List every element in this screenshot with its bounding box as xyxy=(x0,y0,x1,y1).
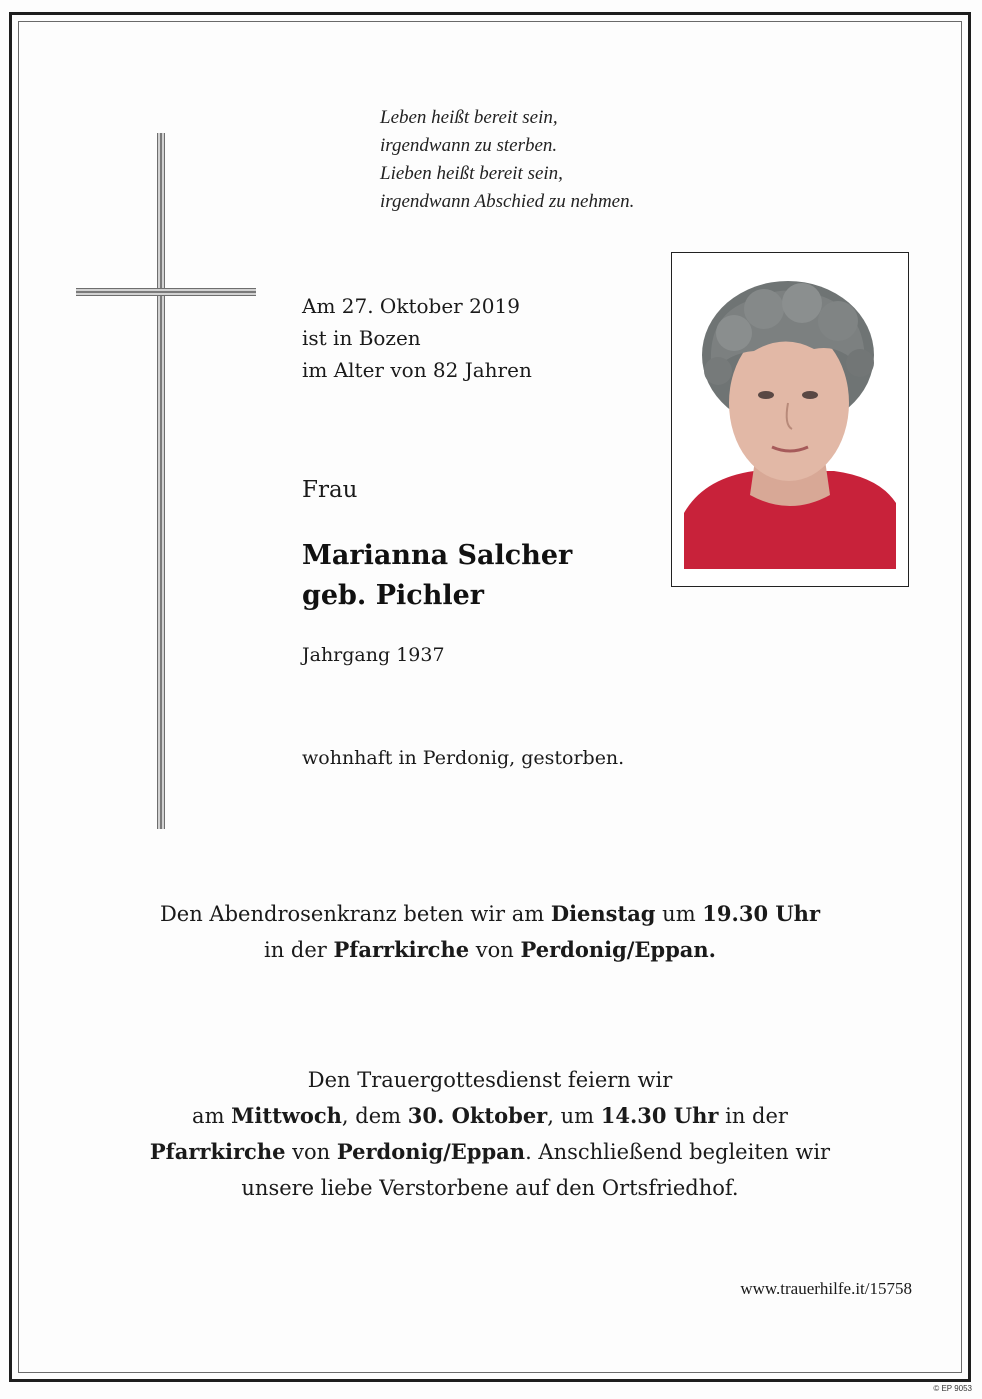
salutation: Frau xyxy=(302,477,358,503)
text: in der xyxy=(718,1104,788,1128)
quote-line: Lieben heißt bereit sein, xyxy=(380,163,563,184)
location: Perdonig/Eppan xyxy=(336,1139,526,1164)
name-line: Marianna Salcher xyxy=(302,540,573,571)
birth-year: Jahrgang 1937 xyxy=(302,644,445,666)
text: um xyxy=(655,902,703,926)
text: , um xyxy=(547,1104,601,1128)
maiden-name-line: geb. Pichler xyxy=(302,580,485,611)
quote-line: irgendwann Abschied zu nehmen. xyxy=(380,191,635,212)
text: . Anschließend begleiten wir xyxy=(525,1140,831,1164)
funeral-line-1: Den Trauergottesdienst feiern wir xyxy=(307,1068,673,1092)
church: Pfarrkirche xyxy=(149,1139,286,1164)
portrait-illustration xyxy=(684,263,896,569)
text: , dem xyxy=(341,1104,408,1128)
text: von xyxy=(285,1140,337,1164)
funeral-time: 14.30 Uhr xyxy=(600,1103,719,1128)
funeral-date: 30. Oktober xyxy=(407,1103,548,1128)
church: Pfarrkirche xyxy=(333,937,470,962)
intro-line: Am 27. Oktober 2019 xyxy=(302,294,520,318)
rosary-time: 19.30 Uhr xyxy=(702,901,821,926)
funeral-line-2 xyxy=(40,1098,940,1134)
text: in der xyxy=(264,938,334,962)
funeral-line-4: unsere liebe Verstorbene auf den Ortsfriedhof. xyxy=(241,1176,739,1200)
portrait-photo xyxy=(684,263,896,569)
text: Den Abendrosenkranz beten wir am xyxy=(159,902,551,926)
quote-line: irgendwann zu sterben. xyxy=(380,135,558,156)
website-link[interactable]: www.trauerhilfe.it/15758 xyxy=(740,1279,912,1298)
death-announcement xyxy=(302,290,532,386)
funeral-line-3 xyxy=(40,1134,940,1170)
rosary-day: Dienstag xyxy=(550,901,656,926)
funeral-notice xyxy=(40,1062,940,1206)
funeral-day: Mittwoch xyxy=(231,1103,342,1128)
location: Perdonig/Eppan. xyxy=(520,937,716,962)
intro-line: ist in Bozen xyxy=(302,326,421,350)
text: am xyxy=(192,1104,232,1128)
intro-line: im Alter von 82 Jahren xyxy=(302,358,532,382)
cross-icon xyxy=(157,133,165,829)
print-code: © EP 9053 xyxy=(933,1384,972,1393)
rosary-line-2 xyxy=(40,932,940,968)
quote-line: Leben heißt bereit sein, xyxy=(380,107,558,128)
text: von xyxy=(469,938,521,962)
memorial-quote xyxy=(380,104,634,216)
rosary-line-1 xyxy=(40,896,940,932)
cross-icon-bar xyxy=(76,288,256,296)
rosary-notice xyxy=(40,896,940,968)
deceased-name xyxy=(302,536,572,616)
residence-text: wohnhaft in Perdonig, gestorben. xyxy=(302,747,625,769)
